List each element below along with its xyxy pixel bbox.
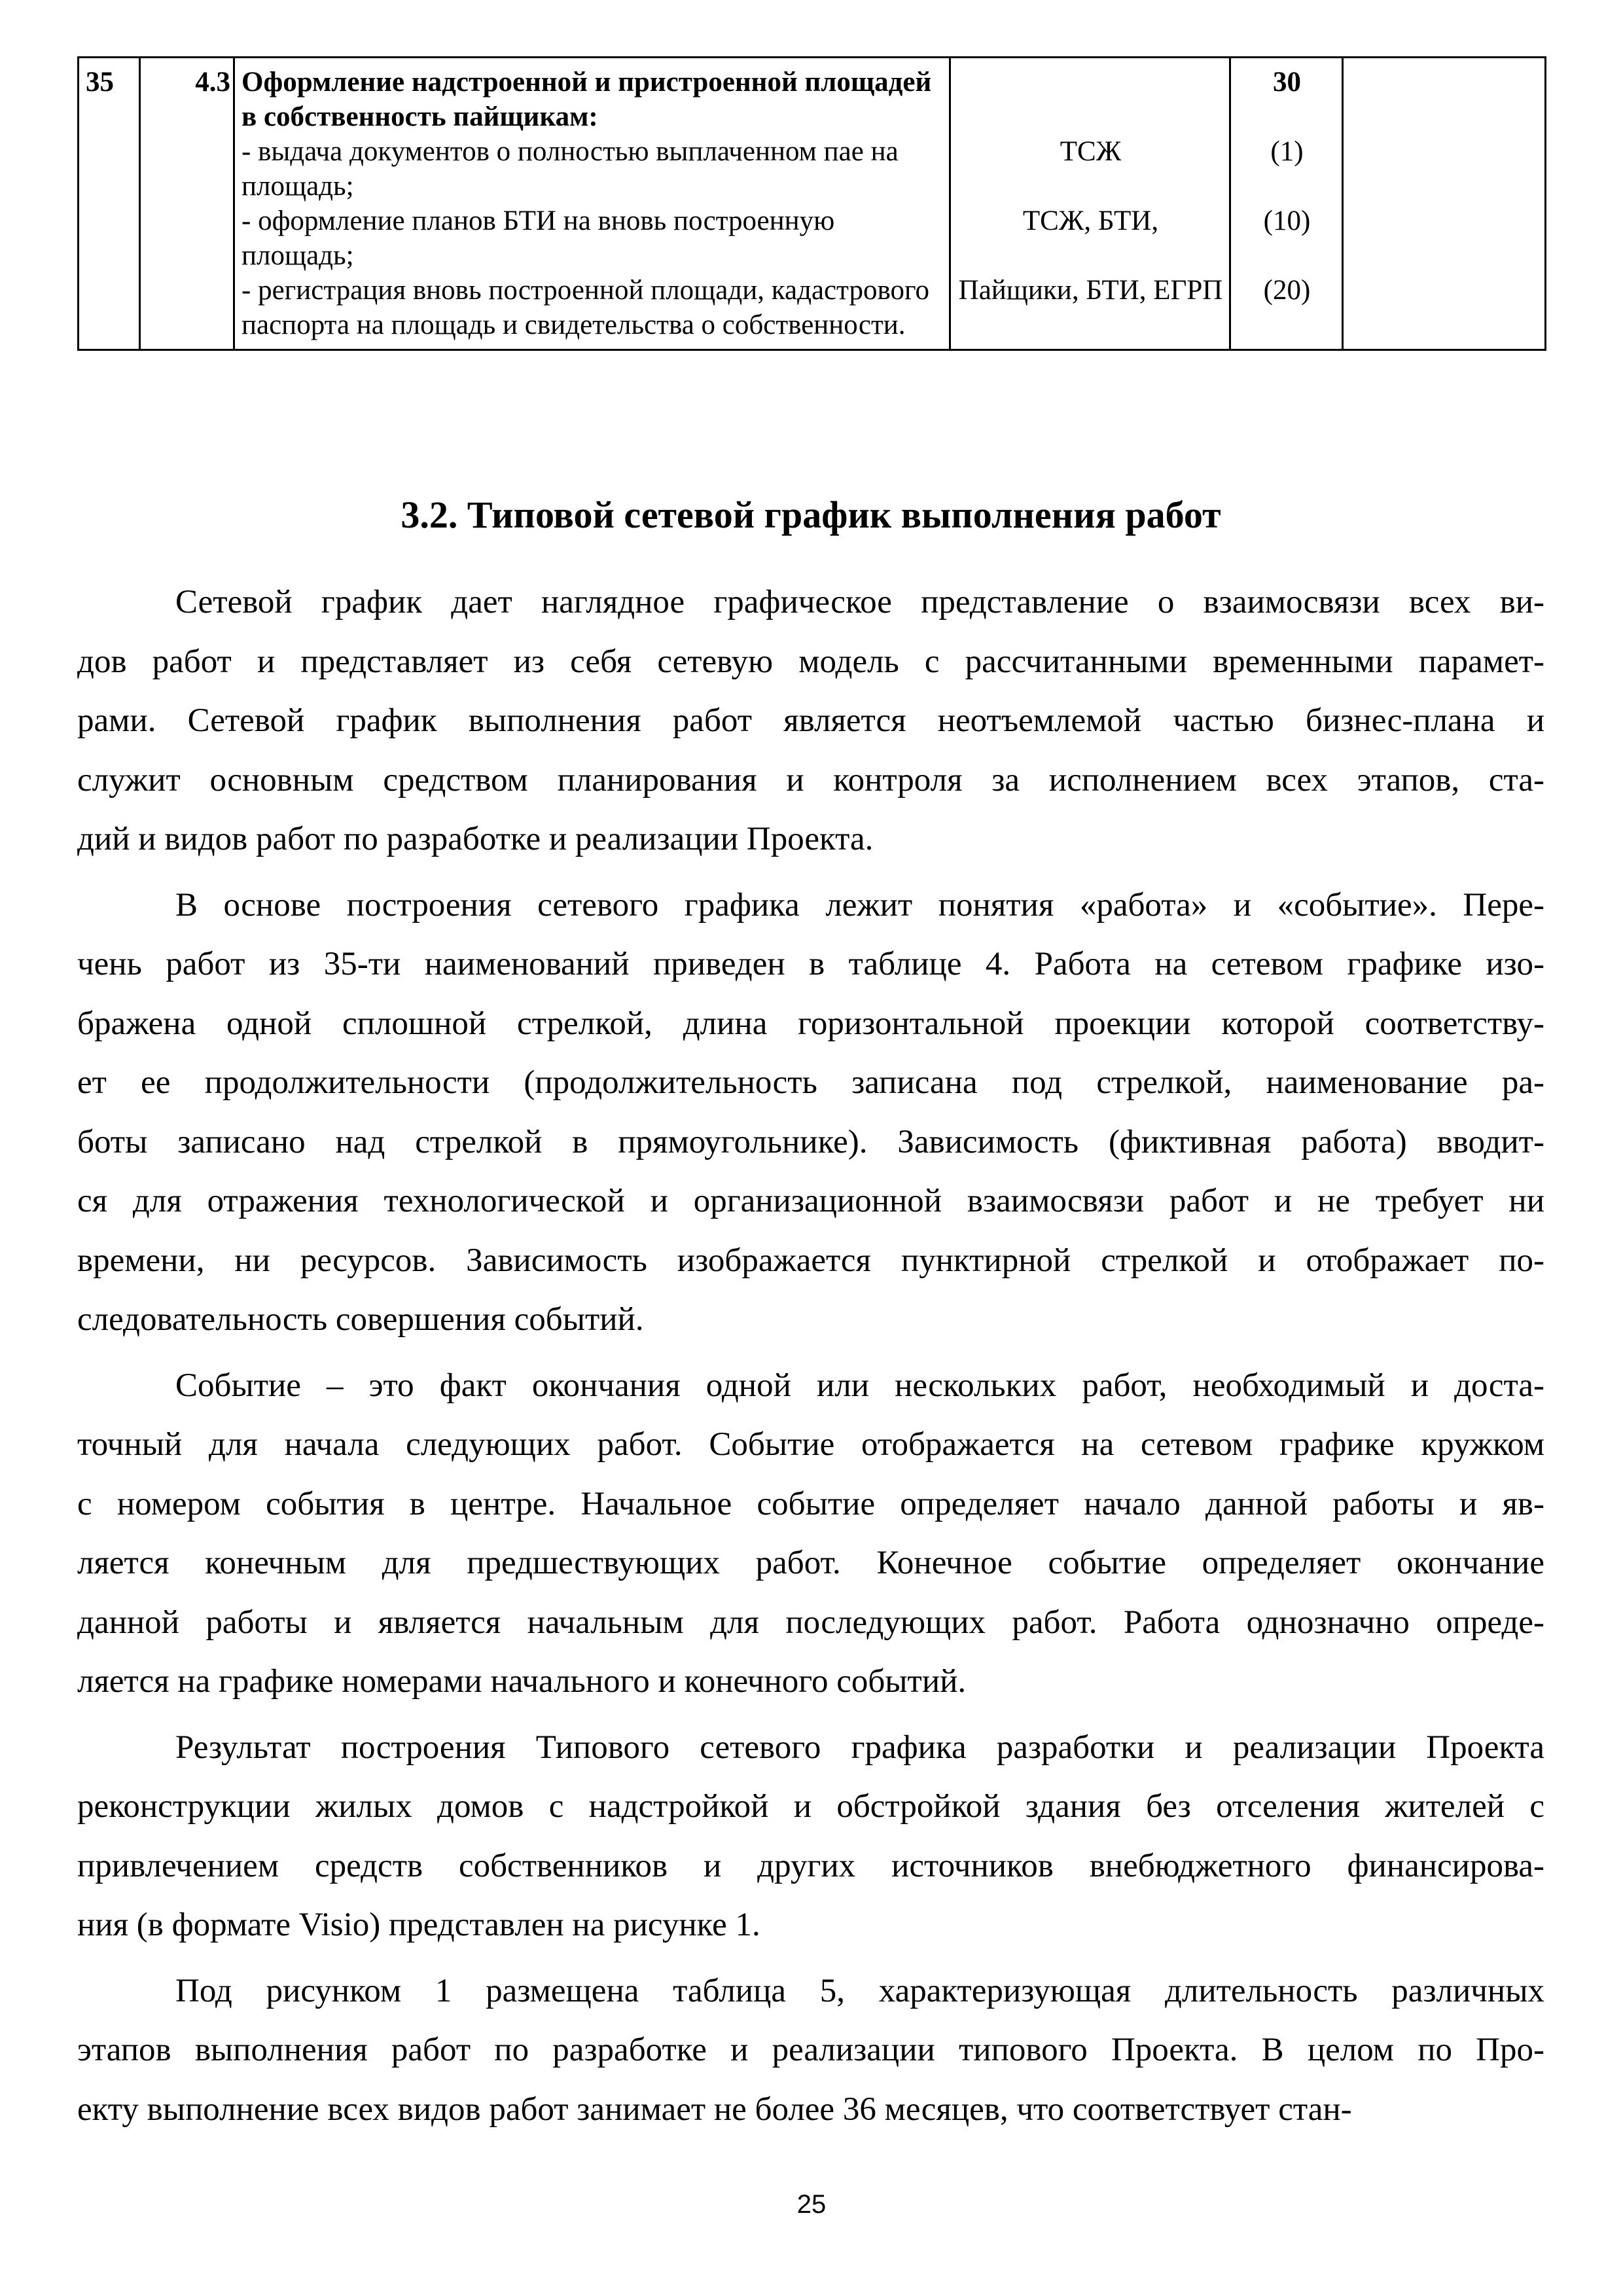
- paragraph-line: ся для отражения технологической и организационной взаимосвязи работ и не требует ни: [77, 1183, 1544, 1219]
- row-duration: [1230, 58, 1343, 350]
- row-item-org: ТСЖ, БТИ,: [1022, 206, 1159, 236]
- paragraph-line: ния (в формате Visio) представлен на рисунке 1.: [77, 1907, 760, 1943]
- paragraph: [77, 1962, 1544, 2140]
- section-title: 3.2. Типовой сетевой график выполнения работ: [401, 493, 1221, 536]
- paragraph-line: точный для начала следующих работ. Событие отображается на сетевом графике кружком: [77, 1426, 1544, 1463]
- paragraph: [77, 1718, 1544, 1955]
- row-item-text: - регистрация вновь построенной площади, кадастрового паспорта на площадь и свидетельства о собственности.: [241, 275, 930, 340]
- paragraph-line: Результат построения Типового сетевого графика разработки и реализации Проекта: [175, 1729, 1544, 1766]
- row-number: 35: [79, 58, 140, 350]
- paragraph-line: служит основным средством планирования и контроля за исполнением всех этапов, ста-: [77, 761, 1544, 798]
- paragraph-line: следовательность совершения событий.: [77, 1301, 644, 1338]
- paragraph-line: дов работ и представляет из себя сетевую модель с рассчитанными временными парамет-: [77, 643, 1544, 680]
- paragraph-line: ет ее продолжительности (продолжительность записана под стрелкой, наименование ра-: [77, 1064, 1544, 1101]
- paragraph-line: чень работ из 35-ти наименований приведен в таблице 4. Работа на сетевом графике изо-: [77, 946, 1544, 982]
- row-item-text: - оформление планов БТИ на вновь построенную площадь;: [241, 206, 835, 271]
- row-item-text: - выдача документов о полностью выплаченном пае на площадь;: [241, 136, 899, 202]
- paragraph-line: привлечением средств собственников и других источников внебюджетного финансирова-: [77, 1847, 1544, 1884]
- row-note: [1343, 58, 1546, 350]
- row-organizations: [950, 58, 1230, 350]
- paragraph-line: данной работы и является начальным для последующих работ. Работа однозначно опреде-: [77, 1604, 1544, 1641]
- paragraph-line: с номером события в центре. Начальное событие определяет начало данной работы и яв-: [77, 1485, 1544, 1522]
- table-row: [79, 58, 1546, 350]
- paragraph-line: бражена одной сплошной стрелкой, длина горизонтальной проекции которой соответству-: [77, 1005, 1544, 1042]
- paragraph-line: Сетевой график дает наглядное графическое представление о взаимосвязи всех ви-: [175, 584, 1544, 620]
- paragraph: [77, 573, 1544, 869]
- paragraph-line: В основе построения сетевого графика лежит понятия «работа» и «событие». Пере-: [175, 886, 1544, 924]
- row-code: 4.3: [140, 58, 234, 350]
- paragraph: [77, 876, 1544, 1350]
- paragraph-line: дий и видов работ по разработке и реализации Проекта.: [77, 821, 874, 857]
- paragraph-line: реконструкции жилых домов с надстройкой и обстройкой здания без отселения жителей с: [77, 1788, 1544, 1825]
- paragraph: [77, 1356, 1544, 1712]
- row-description: [234, 58, 950, 350]
- paragraph-line: времени, ни ресурсов. Зависимость изображается пунктирной стрелкой и отображает по-: [77, 1242, 1544, 1279]
- row-item-org: Пайщики, БТИ, ЕГРП: [958, 275, 1223, 306]
- paragraph-line: боты записано над стрелкой в прямоугольнике). Зависимость (фиктивная работа) вводит-: [77, 1123, 1544, 1160]
- row-item-days: (10): [1263, 206, 1311, 236]
- paragraph-line: Под рисунком 1 размещена таблица 5, характеризующая длительность различных: [175, 1972, 1544, 2009]
- paragraph-line: этапов выполнения работ по разработке и реализации типового Проекта. В целом по Про-: [77, 2032, 1544, 2068]
- paragraph-line: екту выполнение всех видов работ занимает не более 36 месяцев, что соответствует стан-: [77, 2090, 1352, 2128]
- paragraph-line: Событие – это факт окончания одной или нескольких работ, необходимый и доста-: [175, 1367, 1544, 1404]
- row-item-days: (1): [1270, 136, 1304, 167]
- work-table: [77, 56, 1546, 351]
- section-body: [77, 573, 1544, 2145]
- paragraph-line: рами. Сетевой график выполнения работ является неотъемлемой частью бизнес-плана и: [77, 702, 1544, 739]
- row-heading: Оформление надстроенной и пристроенной площадей в собственность пайщикам:: [241, 67, 932, 132]
- row-item-org: ТСЖ: [1060, 136, 1122, 167]
- paragraph-line: ляется на графике номерами начального и конечного событий.: [77, 1663, 967, 1700]
- page-number: 25: [796, 2190, 827, 2219]
- row-total-days: 30: [1273, 67, 1301, 98]
- row-item-days: (20): [1263, 275, 1311, 306]
- paragraph-line: ляется конечным для предшествующих работ. Конечное событие определяет окончание: [77, 1545, 1544, 1581]
